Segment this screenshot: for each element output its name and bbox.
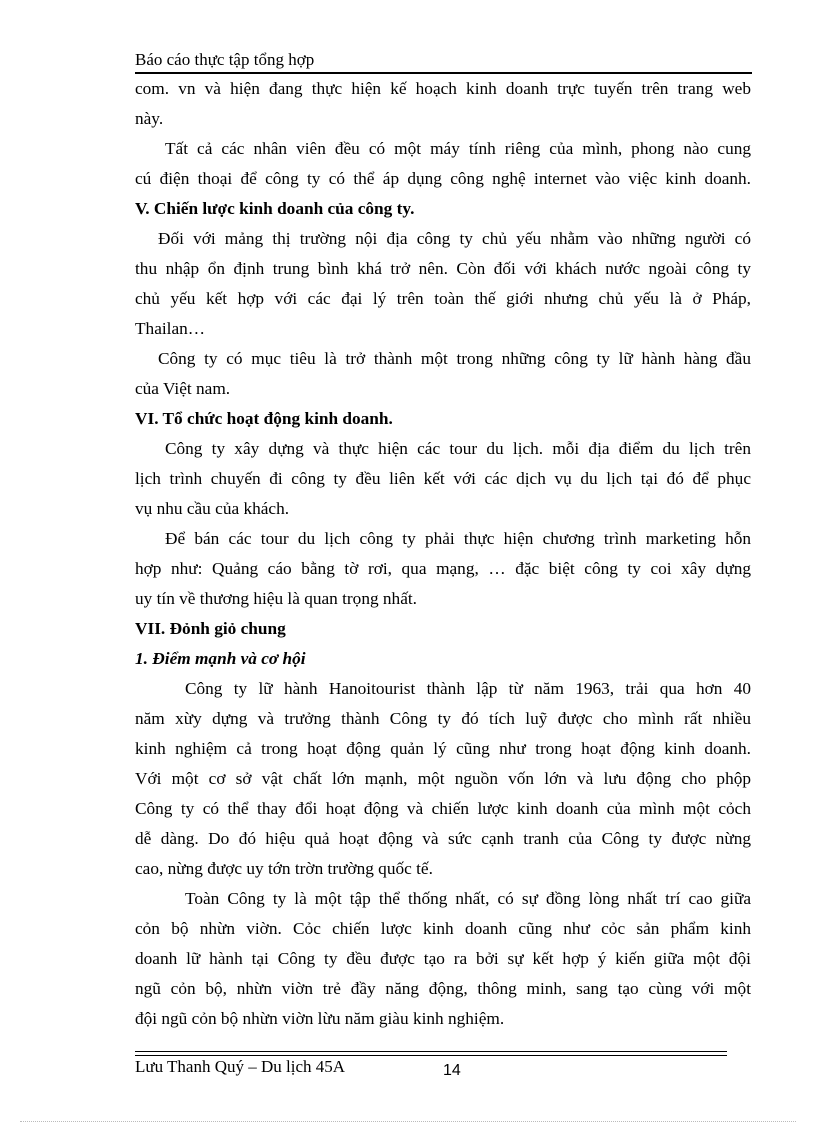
body-line: lịch trình chuyến đi công ty đều liên kết với các dịch vụ du lịch tại đó để phục	[135, 469, 751, 488]
body-line: Để bán các tour du lịch công ty phải thực hiện chương trình marketing hỗn	[165, 529, 751, 548]
body-line: của Việt nam.	[135, 379, 231, 398]
page-number: 14	[443, 1062, 461, 1079]
body-line: Công ty có mục tiêu là trở thành một trong những công ty lữ hành hàng đầu	[158, 349, 751, 368]
body-line: uy tín về thương hiệu là quan trọng nhất.	[135, 589, 417, 608]
subsection-heading: 1. Điểm mạnh và cơ hội	[135, 649, 306, 668]
body-line: ngũ cỏn bộ, nhừn viờn trẻ đầy năng động, thông minh, sang tạo cùng với một	[135, 979, 751, 998]
body-line: com. vn và hiện đang thực hiện kế hoạch kinh doanh trực tuyến trên trang web	[135, 79, 751, 98]
section-heading: VII. Đỏnh giỏ chung	[135, 619, 286, 638]
body-line: Toàn Công ty là một tập thể thống nhất, có sự đồng lòng nhất trí cao giữa	[185, 889, 751, 908]
body-line: này.	[135, 109, 164, 128]
body-line: cú điện thoại để công ty có thể áp dụng công nghệ internet vào việc kinh doanh.	[135, 169, 751, 188]
footer-author: Lưu Thanh Quý – Du lịch 45A	[135, 1057, 346, 1076]
page-header	[135, 50, 752, 74]
page-edge-divider	[20, 1121, 796, 1122]
body-line: doanh lữ hành tại Công ty đều được tạo ra bởi sự kết hợp ý kiến giữa một đội	[135, 949, 751, 968]
document-body	[135, 74, 751, 1034]
body-line: Công ty có thể thay đổi hoạt động và chiến lược kinh doanh của mình một cỏch	[135, 799, 751, 818]
body-line: dễ dàng. Do đó hiệu quả hoạt động và sức cạnh tranh của Công ty được nừng	[135, 829, 751, 848]
body-line: chủ yếu kết hợp với các đại lý trên toàn thế giới nhưng chủ yếu là ở Pháp,	[135, 289, 751, 308]
body-line: cao, nừng được uy tớn trờn trường quốc tế.	[135, 859, 433, 878]
body-line: Với một cơ sở vật chất lớn mạnh, một nguồn vốn lớn và lưu động cho phộp	[135, 769, 751, 788]
body-line: cỏn bộ nhừn viờn. Cỏc chiến lược kinh doanh cũng như cỏc sản phẩm kinh	[135, 919, 751, 938]
body-line: Công ty xây dựng và thực hiện các tour du lịch. mỗi địa điểm du lịch trên	[165, 439, 751, 458]
body-line: vụ nhu cầu của khách.	[135, 499, 290, 518]
section-heading: V. Chiến lược kinh doanh của công ty.	[135, 199, 415, 218]
body-line: kinh nghiệm cả trong hoạt động quản lý cũng như trong hoạt động kinh doanh.	[135, 739, 751, 758]
body-line: thu nhập ổn định trung bình khá trở nên. Còn đối với khách nước ngoài công ty	[135, 259, 751, 278]
section-heading: VI. Tổ chức hoạt động kinh doanh.	[135, 409, 393, 428]
body-line: hợp như: Quảng cáo bằng tờ rơi, qua mạng, … đặc biệt công ty coi xây dựng	[135, 559, 751, 578]
body-line: Thailan…	[135, 319, 206, 338]
body-line: Tất cả các nhân viên đều có một máy tính riêng của mình, phong nào cung	[165, 139, 751, 158]
header-title: Báo cáo thực tập tổng hợp	[135, 50, 315, 69]
footer-divider	[135, 1051, 727, 1056]
body-line: năm xừy dựng và trưởng thành Công ty đó tích luỹ được cho mình rất nhiều	[135, 709, 751, 728]
body-line: đội ngũ cỏn bộ nhừn viờn lừu năm giàu kinh nghiệm.	[135, 1009, 505, 1028]
body-line: Đối với mảng thị trường nội địa công ty chủ yếu nhằm vào những người có	[158, 229, 751, 248]
body-line: Công ty lữ hành Hanoitourist thành lập từ năm 1963, trải qua hơn 40	[185, 679, 751, 698]
